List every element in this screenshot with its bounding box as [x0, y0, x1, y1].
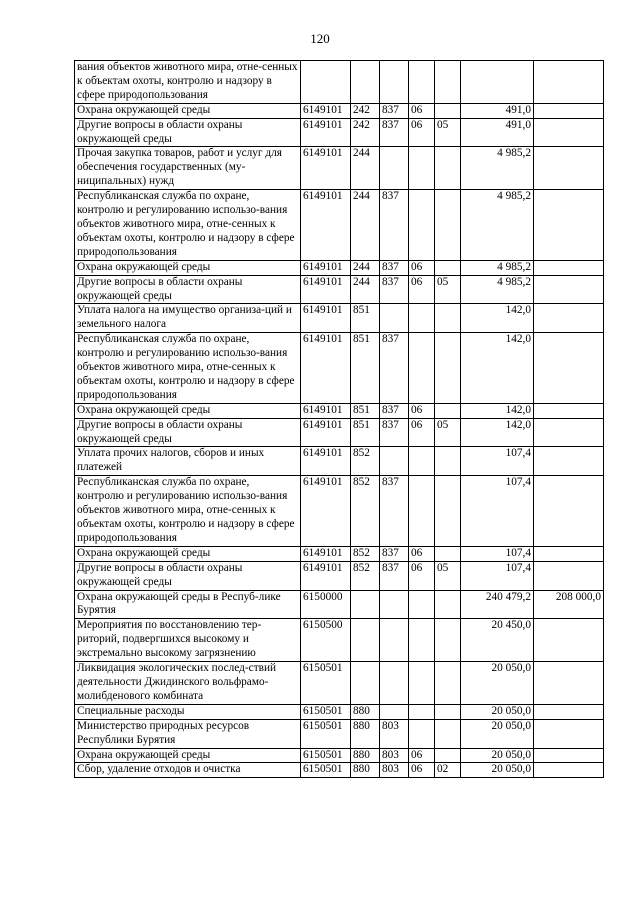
row-code-cell: 6150501 — [301, 763, 351, 778]
table-row — [75, 61, 604, 104]
row-name-cell: Охрана окружающей среды — [75, 748, 301, 763]
row-sum-cell: 20 050,0 — [461, 719, 534, 748]
row-vr-cell — [351, 619, 380, 662]
row-name-cell: Охрана окружающей среды — [75, 546, 301, 561]
row-sum-cell: 142,0 — [461, 403, 534, 418]
row-pr-cell — [435, 590, 461, 619]
row-name-cell: Уплата налога на имущество организа-ций и земельного налога — [75, 304, 301, 333]
row-grbs-cell: 803 — [380, 719, 409, 748]
row-name-cell: Сбор, удаление отходов и очистка — [75, 763, 301, 778]
row-code-cell: 6150000 — [301, 590, 351, 619]
row-sum2-cell — [534, 103, 604, 118]
row-code-cell: 6150501 — [301, 704, 351, 719]
table-row — [75, 561, 604, 590]
row-code-cell: 6149101 — [301, 118, 351, 147]
row-sum2-cell — [534, 418, 604, 447]
row-grbs-cell: 837 — [380, 333, 409, 404]
table-row — [75, 147, 604, 190]
table-row — [75, 190, 604, 261]
row-pr-cell — [435, 260, 461, 275]
row-sum2-cell — [534, 662, 604, 705]
row-sum-cell: 20 050,0 — [461, 763, 534, 778]
row-rz-cell: 06 — [409, 763, 435, 778]
row-pr-cell — [435, 333, 461, 404]
row-name-cell: Ликвидация экологических послед-ствий деятельности Джидинского вольфрамо-молибденового комбината — [75, 662, 301, 705]
table-row — [75, 748, 604, 763]
row-grbs-cell — [380, 619, 409, 662]
table-row — [75, 260, 604, 275]
row-code-cell: 6150501 — [301, 748, 351, 763]
row-code-cell: 6150501 — [301, 719, 351, 748]
row-name-cell: Республиканская служба по охране, контролю и регулированию использо-вания объектов животного мира, отне-сенных к объектам охоты, контролю и надзору в сфере природопользования — [75, 333, 301, 404]
row-vr-cell: 852 — [351, 561, 380, 590]
row-pr-cell: 05 — [435, 275, 461, 304]
row-name-cell: Прочая закупка товаров, работ и услуг для обеспечения государственных (му-ниципальных) нужд — [75, 147, 301, 190]
row-rz-cell — [409, 590, 435, 619]
row-code-cell: 6149101 — [301, 403, 351, 418]
table-row — [75, 546, 604, 561]
row-vr-cell: 852 — [351, 476, 380, 547]
row-sum-cell: 142,0 — [461, 333, 534, 404]
row-pr-cell — [435, 403, 461, 418]
row-vr-cell — [351, 662, 380, 705]
row-pr-cell — [435, 447, 461, 476]
row-sum-cell: 20 050,0 — [461, 748, 534, 763]
row-pr-cell: 05 — [435, 561, 461, 590]
row-vr-cell: 880 — [351, 748, 380, 763]
row-vr-cell: 880 — [351, 704, 380, 719]
row-rz-cell: 06 — [409, 561, 435, 590]
table-row — [75, 103, 604, 118]
row-rz-cell — [409, 719, 435, 748]
row-code-cell: 6149101 — [301, 304, 351, 333]
row-grbs-cell: 837 — [380, 403, 409, 418]
row-grbs-cell: 803 — [380, 763, 409, 778]
row-pr-cell — [435, 103, 461, 118]
row-sum2-cell — [534, 763, 604, 778]
row-vr-cell: 244 — [351, 260, 380, 275]
row-code-cell: 6149101 — [301, 190, 351, 261]
row-rz-cell — [409, 61, 435, 104]
row-vr-cell: 244 — [351, 275, 380, 304]
row-grbs-cell — [380, 704, 409, 719]
table-row — [75, 476, 604, 547]
row-sum-cell: 20 450,0 — [461, 619, 534, 662]
row-rz-cell: 06 — [409, 418, 435, 447]
row-rz-cell — [409, 447, 435, 476]
table-row — [75, 118, 604, 147]
row-grbs-cell — [380, 662, 409, 705]
row-code-cell — [301, 61, 351, 104]
row-code-cell: 6149101 — [301, 147, 351, 190]
row-vr-cell — [351, 590, 380, 619]
row-name-cell: Министерство природных ресурсов Республики Бурятия — [75, 719, 301, 748]
row-pr-cell — [435, 147, 461, 190]
table-row — [75, 447, 604, 476]
row-rz-cell: 06 — [409, 260, 435, 275]
row-code-cell: 6149101 — [301, 260, 351, 275]
row-vr-cell — [351, 61, 380, 104]
table-row — [75, 275, 604, 304]
row-name-cell: Другие вопросы в области охраны окружающей среды — [75, 275, 301, 304]
row-name-cell: Республиканская служба по охране, контролю и регулированию использо-вания объектов животного мира, отне-сенных к объектам охоты, контролю и надзору в сфере природопользования — [75, 476, 301, 547]
row-grbs-cell — [380, 61, 409, 104]
budget-table — [74, 60, 604, 778]
row-vr-cell: 851 — [351, 403, 380, 418]
row-sum-cell: 20 050,0 — [461, 662, 534, 705]
row-sum2-cell — [534, 748, 604, 763]
table-row — [75, 704, 604, 719]
row-sum-cell: 491,0 — [461, 103, 534, 118]
row-name-cell: Охрана окружающей среды — [75, 403, 301, 418]
row-name-cell: Охрана окружающей среды — [75, 103, 301, 118]
row-sum2-cell — [534, 304, 604, 333]
row-pr-cell — [435, 619, 461, 662]
row-pr-cell — [435, 61, 461, 104]
row-vr-cell: 852 — [351, 447, 380, 476]
row-code-cell: 6149101 — [301, 476, 351, 547]
row-sum2-cell: 208 000,0 — [534, 590, 604, 619]
row-sum2-cell — [534, 704, 604, 719]
row-pr-cell: 05 — [435, 418, 461, 447]
row-grbs-cell: 837 — [380, 190, 409, 261]
row-name-cell: Охрана окружающей среды — [75, 260, 301, 275]
row-pr-cell — [435, 476, 461, 547]
row-grbs-cell: 837 — [380, 476, 409, 547]
row-sum2-cell — [534, 561, 604, 590]
row-grbs-cell: 837 — [380, 546, 409, 561]
table-row — [75, 304, 604, 333]
row-code-cell: 6150501 — [301, 662, 351, 705]
row-grbs-cell: 837 — [380, 260, 409, 275]
row-sum-cell: 4 985,2 — [461, 275, 534, 304]
row-rz-cell — [409, 333, 435, 404]
row-pr-cell — [435, 748, 461, 763]
row-code-cell: 6149101 — [301, 447, 351, 476]
row-pr-cell — [435, 662, 461, 705]
row-vr-cell: 851 — [351, 304, 380, 333]
table-row — [75, 763, 604, 778]
row-sum2-cell — [534, 260, 604, 275]
table-row — [75, 403, 604, 418]
row-rz-cell — [409, 304, 435, 333]
row-pr-cell — [435, 304, 461, 333]
row-sum-cell: 4 985,2 — [461, 147, 534, 190]
row-pr-cell — [435, 704, 461, 719]
row-vr-cell: 851 — [351, 418, 380, 447]
row-sum2-cell — [534, 275, 604, 304]
row-grbs-cell: 837 — [380, 118, 409, 147]
row-pr-cell — [435, 719, 461, 748]
row-grbs-cell: 837 — [380, 103, 409, 118]
row-grbs-cell: 803 — [380, 748, 409, 763]
row-code-cell: 6149101 — [301, 333, 351, 404]
row-vr-cell: 880 — [351, 719, 380, 748]
row-vr-cell: 851 — [351, 333, 380, 404]
row-name-cell: Специальные расходы — [75, 704, 301, 719]
row-sum2-cell — [534, 719, 604, 748]
row-sum-cell: 4 985,2 — [461, 260, 534, 275]
row-sum2-cell — [534, 619, 604, 662]
row-pr-cell — [435, 190, 461, 261]
row-grbs-cell — [380, 147, 409, 190]
row-rz-cell: 06 — [409, 103, 435, 118]
row-rz-cell — [409, 476, 435, 547]
row-sum2-cell — [534, 476, 604, 547]
row-grbs-cell — [380, 447, 409, 476]
row-vr-cell: 880 — [351, 763, 380, 778]
table-row — [75, 619, 604, 662]
row-grbs-cell — [380, 590, 409, 619]
budget-table-body — [75, 61, 604, 778]
row-sum-cell — [461, 61, 534, 104]
row-rz-cell — [409, 619, 435, 662]
row-rz-cell — [409, 704, 435, 719]
page-number: 120 — [310, 31, 330, 46]
row-rz-cell: 06 — [409, 275, 435, 304]
row-name-cell: Уплата прочих налогов, сборов и иных платежей — [75, 447, 301, 476]
row-sum2-cell — [534, 333, 604, 404]
row-name-cell: Республиканская служба по охране, контролю и регулированию использо-вания объектов животного мира, отне-сенных к объектам охоты, контролю и надзору в сфере природопользования — [75, 190, 301, 261]
row-pr-cell — [435, 546, 461, 561]
row-pr-cell: 02 — [435, 763, 461, 778]
row-sum2-cell — [534, 546, 604, 561]
row-rz-cell: 06 — [409, 403, 435, 418]
row-vr-cell: 242 — [351, 103, 380, 118]
row-name-cell: Другие вопросы в области охраны окружающей среды — [75, 561, 301, 590]
row-grbs-cell — [380, 304, 409, 333]
row-vr-cell: 244 — [351, 190, 380, 261]
row-sum2-cell — [534, 190, 604, 261]
row-name-cell: Другие вопросы в области охраны окружающей среды — [75, 118, 301, 147]
row-code-cell: 6149101 — [301, 275, 351, 304]
row-sum-cell: 4 985,2 — [461, 190, 534, 261]
row-vr-cell: 852 — [351, 546, 380, 561]
row-grbs-cell: 837 — [380, 561, 409, 590]
row-sum2-cell — [534, 61, 604, 104]
row-rz-cell — [409, 662, 435, 705]
row-rz-cell — [409, 147, 435, 190]
row-sum-cell: 142,0 — [461, 418, 534, 447]
row-sum2-cell — [534, 118, 604, 147]
row-sum-cell: 107,4 — [461, 447, 534, 476]
row-name-cell: Охрана окружающей среды в Респуб-лике Бурятия — [75, 590, 301, 619]
row-code-cell: 6149101 — [301, 546, 351, 561]
row-sum-cell: 491,0 — [461, 118, 534, 147]
row-code-cell: 6150500 — [301, 619, 351, 662]
row-sum-cell: 142,0 — [461, 304, 534, 333]
row-code-cell: 6149101 — [301, 103, 351, 118]
row-code-cell: 6149101 — [301, 418, 351, 447]
row-vr-cell: 244 — [351, 147, 380, 190]
row-sum-cell: 107,4 — [461, 561, 534, 590]
row-grbs-cell: 837 — [380, 275, 409, 304]
table-row — [75, 719, 604, 748]
table-row — [75, 333, 604, 404]
row-rz-cell — [409, 190, 435, 261]
row-name-cell: Мероприятия по восстановлению тер-риторий, подвергшихся высокому и экстремально высокому загрязнению — [75, 619, 301, 662]
row-vr-cell: 242 — [351, 118, 380, 147]
row-sum-cell: 20 050,0 — [461, 704, 534, 719]
row-rz-cell: 06 — [409, 118, 435, 147]
row-name-cell: вания объектов животного мира, отне-сенных к объектам охоты, контролю и надзору в сфере природопользования — [75, 61, 301, 104]
table-row — [75, 662, 604, 705]
table-row — [75, 590, 604, 619]
row-sum2-cell — [534, 447, 604, 476]
row-name-cell: Другие вопросы в области охраны окружающей среды — [75, 418, 301, 447]
row-pr-cell: 05 — [435, 118, 461, 147]
row-sum-cell: 240 479,2 — [461, 590, 534, 619]
row-sum2-cell — [534, 147, 604, 190]
row-sum-cell: 107,4 — [461, 546, 534, 561]
row-rz-cell: 06 — [409, 748, 435, 763]
row-code-cell: 6149101 — [301, 561, 351, 590]
row-rz-cell: 06 — [409, 546, 435, 561]
row-grbs-cell: 837 — [380, 418, 409, 447]
row-sum-cell: 107,4 — [461, 476, 534, 547]
table-row — [75, 418, 604, 447]
row-sum2-cell — [534, 403, 604, 418]
